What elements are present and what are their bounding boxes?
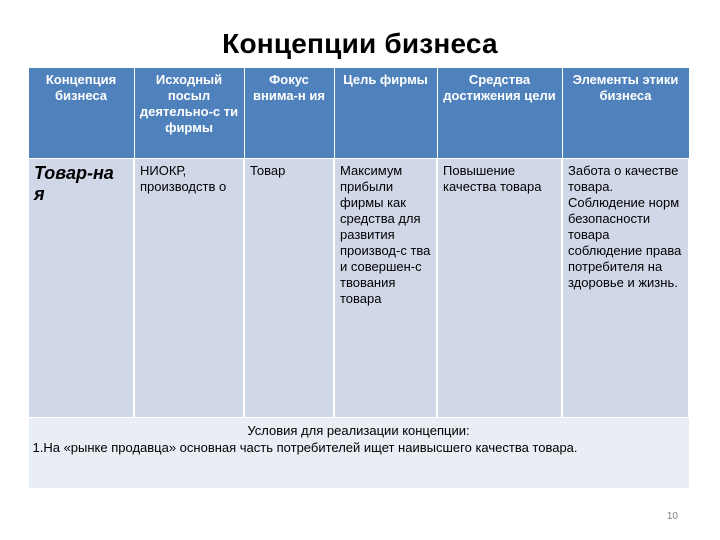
conditions-title: Условия для реализации концепции: — [247, 423, 470, 438]
header-goal: Цель фирмы — [334, 68, 437, 159]
cell-initial-premise: НИОКР, производств о — [134, 159, 244, 418]
table-row — [28, 159, 689, 418]
cell-goal: Максимум прибыли фирмы как средства для развития производ-с тва и совершен-с твования товара — [334, 159, 437, 418]
cell-means: Повышение качества товара — [437, 159, 562, 418]
header-initial-premise: Исходный посыл деятельно-с ти фирмы — [134, 68, 244, 159]
cell-focus: Товар — [244, 159, 334, 418]
cell-ethics: Забота о качестве товара. Соблюдение норм безопасности товара соблюдение права потребителя на здоровье и жизнь. — [562, 159, 689, 418]
table-header-row — [28, 68, 689, 159]
table-footer-row — [28, 418, 689, 489]
page-title: Концепции бизнеса — [222, 28, 498, 59]
cell-concept: Товар-на я — [28, 159, 134, 418]
concept-table — [27, 67, 690, 489]
header-means: Средства достижения цели — [437, 68, 562, 159]
conditions-text: 1.На «рынке продавца» основная часть потребителей ищет наивысшего качества товара. — [32, 440, 578, 455]
header-focus: Фокус внима-н ия — [244, 68, 334, 159]
page-number: 10 — [666, 511, 678, 522]
header-concept: Концепция бизнеса — [28, 68, 134, 159]
conditions-cell — [28, 418, 689, 489]
header-ethics: Элементы этики бизнеса — [562, 68, 689, 159]
